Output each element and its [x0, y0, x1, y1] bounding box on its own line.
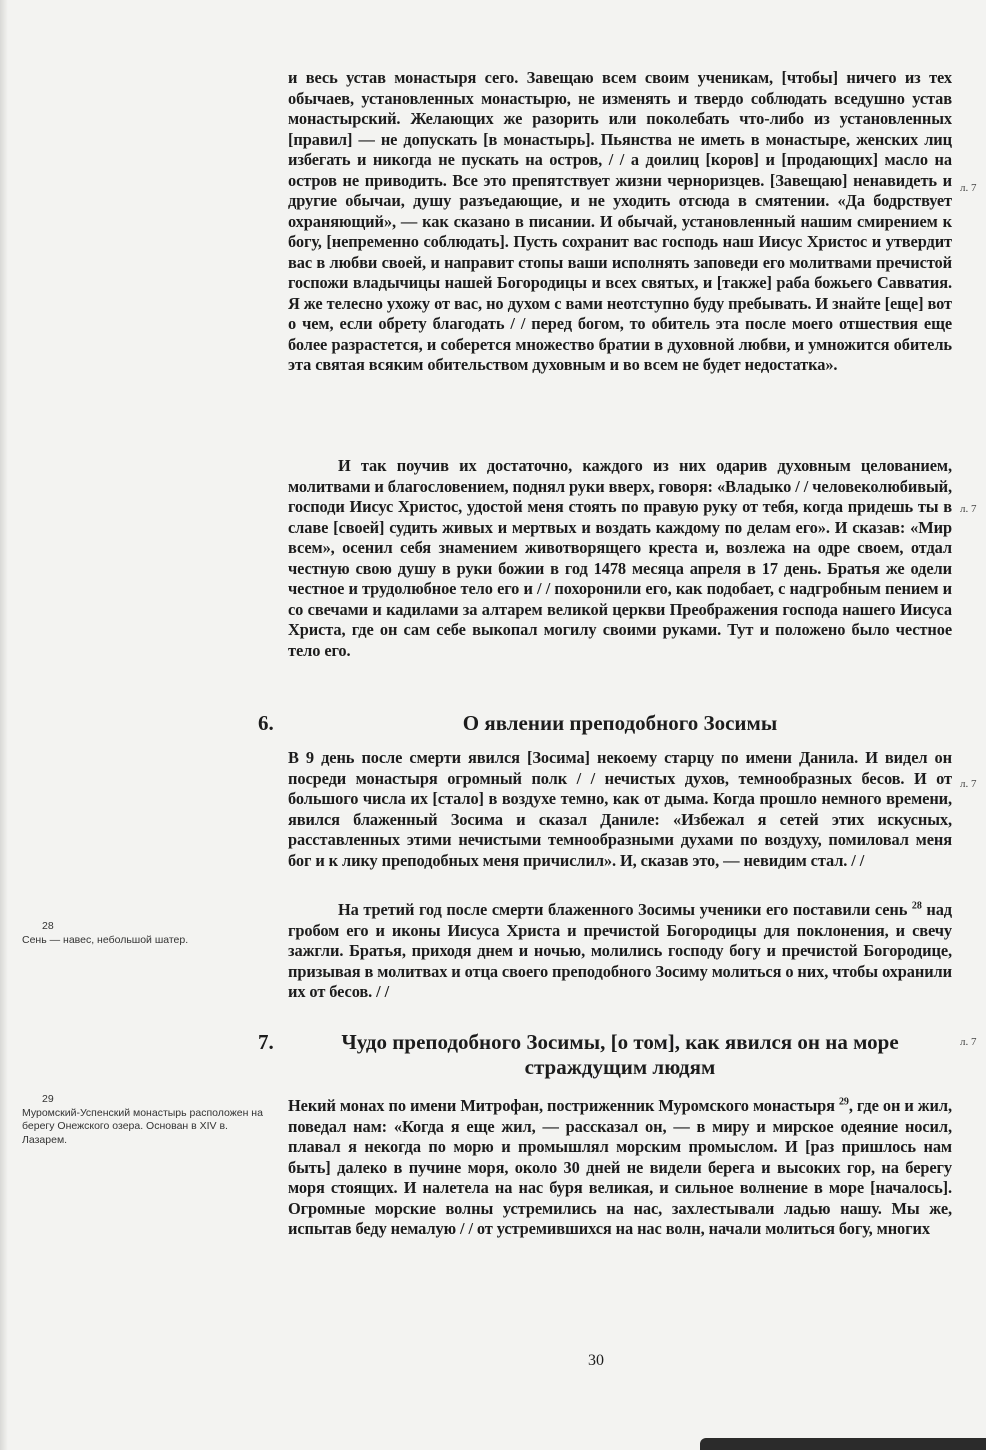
footnote-28: 28 Сень — навес, небольшой шатер.: [22, 920, 189, 946]
section-7-title: Чудо преподобного Зосимы, [о том], как явился он на море страждущим людям: [341, 1030, 899, 1079]
page-edge-shadow: [0, 0, 8, 1450]
margin-leaf-ref: л. 7: [960, 1036, 977, 1048]
section-6-title: О явлении преподобного Зосимы: [462, 711, 778, 735]
paragraph-3: В 9 день после смерти явился [Зосима] некоему старцу по имени Данила. И видел он посреди монастыря огромный полк / / нечистых духов, темнообразных бесов. И от большого числа их [стало] в воздухе темно, как от дыма. Когда прошло немного времени, явился блаженный Зосима и сказал Даниле: «Избежал я сетей этих искусных, расставленных этими нечистыми темнообразными духами по воздуху, помиловал меня бог и к лику преподобных меня причислил». И, сказав это, — невидим стал. / /: [288, 748, 952, 870]
paragraph-4: На третий год после смерти блаженного Зосимы ученики его поставили сень $^{28}$ над гробом его и иконы Иисуса Христа и пречистой Богородицы для поклонения, и свечу зажгли. Братья, приходя днем и ночью, молились господу богу и пречистой Богородице, призывая в молитвах и отца своего преподобного Зосиму молиться о них, чтобы охранили их от бесов. / /: [288, 900, 952, 1001]
margin-leaf-ref: л. 7: [960, 182, 977, 194]
section-6-number: 6.: [258, 711, 274, 735]
page-edge-dark: [700, 1438, 986, 1450]
margin-leaf-ref: л. 7: [960, 503, 977, 515]
paragraph-5: Некий монах по имени Митрофан, постриженник Муромского монастыря $^{29}$, где он и жил, поведал нам: «Когда я еще жил, — рассказал он, — в миру и мирское одеяние носил, плавал я некогда по морю и промышлял морским промыслом. И [раз пришлось нам быть] далеко в пучине моря, около 30 дней не видели берега и высоких гор, на берегу моря стоящих. И налетела на нас буря великая, и сильное волнение в море [началось]. Огромные морские волны устремились на нас, захлестывали ладью нашу. Мы же, испытав беду немалую / / от устремившихся на нас волн, начали молиться богу, многих: [288, 1096, 952, 1238]
margin-leaf-ref: л. 7: [960, 778, 977, 790]
paragraph-2: И так поучив их достаточно, каждого из них одарив духовным целованием, молитвами и благословением, поднял руки вверх, говоря: «Владыко / / человеколюбивый, господи Иисус Христос, удостой меня стоять по правую руку от тебя, когда придешь ты в славе [своей] судить живых и мертвых и воздать каждому по делам его». И сказав: «Мир всем», осенил себя знамением животворящего креста и, возлежа на одре своем, отдал честную свою душу в руки божии в год 1478 месяца апреля в 17 день. Братья же одели честное и трудолюбное тело его и / / похоронили его, как подобает, с надгробным пением и со свечами и кадилами за алтарем великой церкви Преображения господа нашего Иисуса Христа, где он сам себе выкопал могилу своими руками. Тут и положено было честное тело его.: [288, 456, 952, 660]
paragraph-1: и весь устав монастыря сего. Завещаю всем своим ученикам, [чтобы] ничего из тех обычаев, установленных монастырю, не изменять и твердо соблюдать вседушно устав монастырский. Желающих же разорить или поколебать что-либо из установленных [правил] — не допускать [в монастырь]. Пьянства не иметь в монастыре, женских лиц избегать и никогда не пускать на остров, / / а доилиц [коров] и [продающих] масло на остров не приводить. Все это препятствует жизни черноризцев. [Завещаю] ненавидеть и другие обычаи, душу разъедающие, и не уходить отсюда в смятении. «Да бодрствует охраняющий», — как сказано в писании. И обычай, установленный нашим смирением к богу, [непременно соблюдать]. Пусть сохранит вас господь наш Иисус Христос и утвердит вас в любви своей, и направит стопы ваши исполнять заповеди его молитвами пречистой госпожи владычицы нашей Богородицы и всех святых, и [также] раба божьего Савватия. Я же телесно ухожу от вас, но духом с вами неотступно буду пребывать. И знайте [еще] вот о чем, если обрету благодать / / перед богом, то обитель эта после моего отшествия еще более разрастется, и соберется множество братии в духовной любви, и умножится обитель эта святая всяким обительством духовным и во всем не будет недостатка».: [288, 68, 952, 374]
footnote-29: 29 Муромский-Успенский монастырь расположен на берегу Онежского озера. Основан в XIV в. Лазарем.: [22, 1093, 263, 1146]
section-7-number: 7.: [258, 1030, 274, 1054]
page-number: 30: [588, 1352, 604, 1369]
footnote-ref-28[interactable]: 28: [911, 900, 922, 912]
footnote-ref-29[interactable]: 29: [839, 1096, 849, 1108]
